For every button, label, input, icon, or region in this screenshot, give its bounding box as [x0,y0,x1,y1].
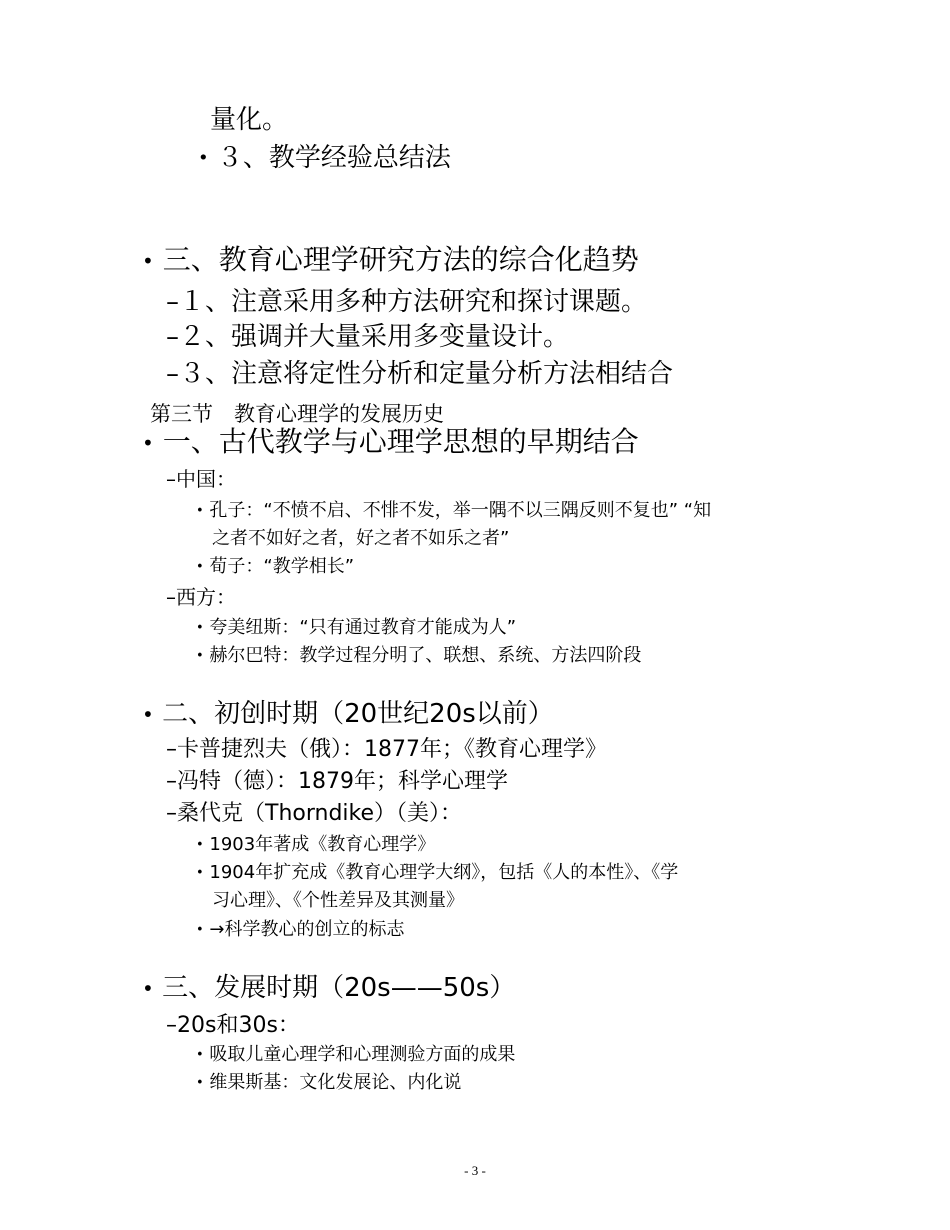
list-item-text: 1903年著成《教育心理学》 [209,834,436,855]
list-item-text: ３、注意将定性分析和定量分析方法相结合 [179,359,674,389]
list-item-text: 中国： [176,467,236,491]
list-item-text: １、注意采用多种方法研究和探讨课题。 [179,287,648,317]
dash-icon: – [166,467,176,491]
continuation-text: 量化。 [210,105,289,135]
list-item [166,324,569,350]
section-heading-text: 一、古代教学与心理学思想的早期结合 [162,425,639,458]
list-item [166,739,607,761]
list-item [166,469,236,489]
list-item-text: 孔子：“不愤不启、不悱不发，举一隅不以三隅反则不复也” “知 [209,500,712,521]
list-item-text: 卡普捷烈夫（俄）：1877年；《教育心理学》 [177,737,607,762]
dash-icon: – [166,287,179,317]
dash-icon: – [166,322,179,352]
list-item [196,836,435,854]
list-item-text: 桑代克（Thorndike）（美）： [177,801,463,826]
list-item-text: 夸美纽斯：“只有通过教育才能成为人” [209,617,517,638]
list-item-text: 西方： [176,585,236,609]
section-heading-text: 二、初创时期（20世纪20s以前） [162,699,554,729]
dash-icon: – [166,359,179,389]
list-item-text: 1904年扩充成《教育心理学大纲》，包括《人的本性》、《学 [209,862,679,883]
list-item [196,1046,515,1064]
bullet-icon: • [196,620,204,636]
bullet-icon: • [198,147,209,169]
list-item [196,619,516,637]
bullet-icon: • [196,865,204,881]
list-item [196,558,354,576]
list-item-text: 赫尔巴特：教学过程分明了、联想、系统、方法四阶段 [209,645,642,666]
bullet-icon: • [196,837,204,853]
bullet-icon: • [196,1075,204,1091]
bullet-icon: • [196,648,204,664]
list-item-text: 20s和30s： [177,1013,300,1038]
list-item-text: 吸取儿童心理学和心理测验方面的成果 [209,1044,516,1065]
dash-icon: – [166,769,177,794]
list-item-text: ２、强调并大量采用多变量设计。 [179,322,570,352]
list-item [196,864,678,882]
dash-icon: – [166,585,176,609]
section-heading [142,975,515,1001]
list-item [166,803,462,825]
section-title: 第三节 教育心理学的发展历史 [150,402,444,426]
list-item [196,1074,461,1092]
dash-icon: – [166,801,177,826]
list-item [196,502,711,520]
dash-icon: – [166,737,177,762]
page-number: - 3 - [464,1163,486,1178]
bullet-icon: • [142,431,154,455]
list-item-text: 荀子：“教学相长” [209,556,355,577]
section-heading [142,425,639,458]
list-item [196,647,641,665]
list-item-text: 冯特（德）：1879年；科学心理学 [177,769,508,794]
list-item [166,289,647,315]
list-item [166,587,236,607]
list-item [166,1015,300,1037]
dash-icon: – [166,1013,177,1038]
list-item [166,361,673,387]
list-item [196,921,405,939]
bullet-icon: • [196,503,204,519]
bullet-icon: • [142,249,154,273]
bullet-icon: • [142,976,154,1001]
list-item [166,771,508,793]
bullet-icon: • [196,922,204,938]
list-item [198,145,451,171]
list-item-text: 维果斯基：文化发展论、内化说 [209,1072,462,1093]
section-heading-text: 三、发展时期（20s——50s） [162,973,516,1003]
list-item-continuation: 习心理》、《个性差异及其测量》 [212,890,464,911]
section-heading [142,701,554,727]
bullet-icon: • [142,702,154,727]
section-heading-text: 三、教育心理学研究方法的综合化趋势 [162,243,639,276]
bullet-icon: • [196,559,204,575]
list-item-text: ３、教学经验总结法 [216,143,451,173]
section-heading [142,243,639,276]
list-item-text: →科学教心的创立的标志 [209,919,405,940]
list-item-continuation: 之者不如好之者，好之者不如乐之者” [212,528,510,549]
bullet-icon: • [196,1047,204,1063]
